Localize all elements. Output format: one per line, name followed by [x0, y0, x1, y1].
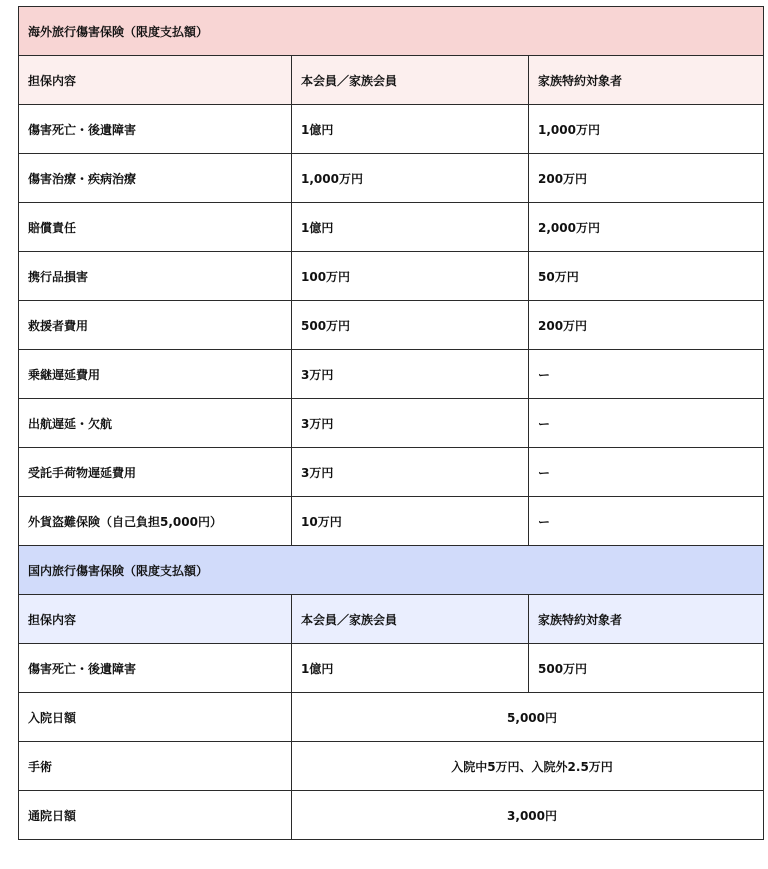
column-header-family-rider: 家族特約対象者 — [529, 56, 764, 105]
member-amount-cell: 500万円 — [292, 301, 529, 350]
member-amount-cell: 3万円 — [292, 350, 529, 399]
column-header-coverage: 担保内容 — [19, 595, 292, 644]
member-amount-cell: 3万円 — [292, 399, 529, 448]
coverage-cell: 通院日額 — [19, 791, 292, 840]
family-amount-cell: 500万円 — [529, 644, 764, 693]
merged-amount-cell: 5,000円 — [292, 693, 764, 742]
overseas-title: 海外旅行傷害保険（限度支払額） — [19, 7, 764, 56]
insurance-table — [18, 6, 764, 840]
member-amount-cell: 10万円 — [292, 497, 529, 546]
table-row — [19, 448, 764, 497]
coverage-cell: 傷害死亡・後遺障害 — [19, 644, 292, 693]
overseas-title-row — [19, 7, 764, 56]
table-row — [19, 742, 764, 791]
merged-amount-cell: 入院中5万円、入院外2.5万円 — [292, 742, 764, 791]
coverage-cell: 賠償責任 — [19, 203, 292, 252]
domestic-title: 国内旅行傷害保険（限度支払額） — [19, 546, 764, 595]
table-row — [19, 154, 764, 203]
family-amount-cell: 200万円 — [529, 301, 764, 350]
column-header-member: 本会員／家族会員 — [292, 595, 529, 644]
coverage-cell: 乗継遅延費用 — [19, 350, 292, 399]
coverage-cell: 携行品損害 — [19, 252, 292, 301]
domestic-header-row — [19, 595, 764, 644]
table-row — [19, 203, 764, 252]
coverage-cell: 入院日額 — [19, 693, 292, 742]
coverage-cell: 出航遅延・欠航 — [19, 399, 292, 448]
coverage-cell: 受託手荷物遅延費用 — [19, 448, 292, 497]
family-amount-cell: 2,000万円 — [529, 203, 764, 252]
table-row — [19, 350, 764, 399]
family-amount-cell: ー — [529, 497, 764, 546]
coverage-cell: 手術 — [19, 742, 292, 791]
domestic-title-row — [19, 546, 764, 595]
coverage-cell: 外貨盗難保険（自己負担5,000円） — [19, 497, 292, 546]
member-amount-cell: 1,000万円 — [292, 154, 529, 203]
member-amount-cell: 1億円 — [292, 105, 529, 154]
overseas-header-row — [19, 56, 764, 105]
table-row — [19, 693, 764, 742]
coverage-cell: 救援者費用 — [19, 301, 292, 350]
member-amount-cell: 1億円 — [292, 203, 529, 252]
column-header-member: 本会員／家族会員 — [292, 56, 529, 105]
family-amount-cell: ー — [529, 350, 764, 399]
column-header-family-rider: 家族特約対象者 — [529, 595, 764, 644]
family-amount-cell: 200万円 — [529, 154, 764, 203]
member-amount-cell: 1億円 — [292, 644, 529, 693]
table-row — [19, 399, 764, 448]
column-header-coverage: 担保内容 — [19, 56, 292, 105]
family-amount-cell: ー — [529, 399, 764, 448]
family-amount-cell: ー — [529, 448, 764, 497]
coverage-cell: 傷害死亡・後遺障害 — [19, 105, 292, 154]
family-amount-cell: 50万円 — [529, 252, 764, 301]
table-row — [19, 497, 764, 546]
member-amount-cell: 3万円 — [292, 448, 529, 497]
member-amount-cell: 100万円 — [292, 252, 529, 301]
table-row — [19, 791, 764, 840]
table-row — [19, 105, 764, 154]
table-row — [19, 644, 764, 693]
coverage-cell: 傷害治療・疾病治療 — [19, 154, 292, 203]
table-row — [19, 301, 764, 350]
merged-amount-cell: 3,000円 — [292, 791, 764, 840]
table-row — [19, 252, 764, 301]
family-amount-cell: 1,000万円 — [529, 105, 764, 154]
